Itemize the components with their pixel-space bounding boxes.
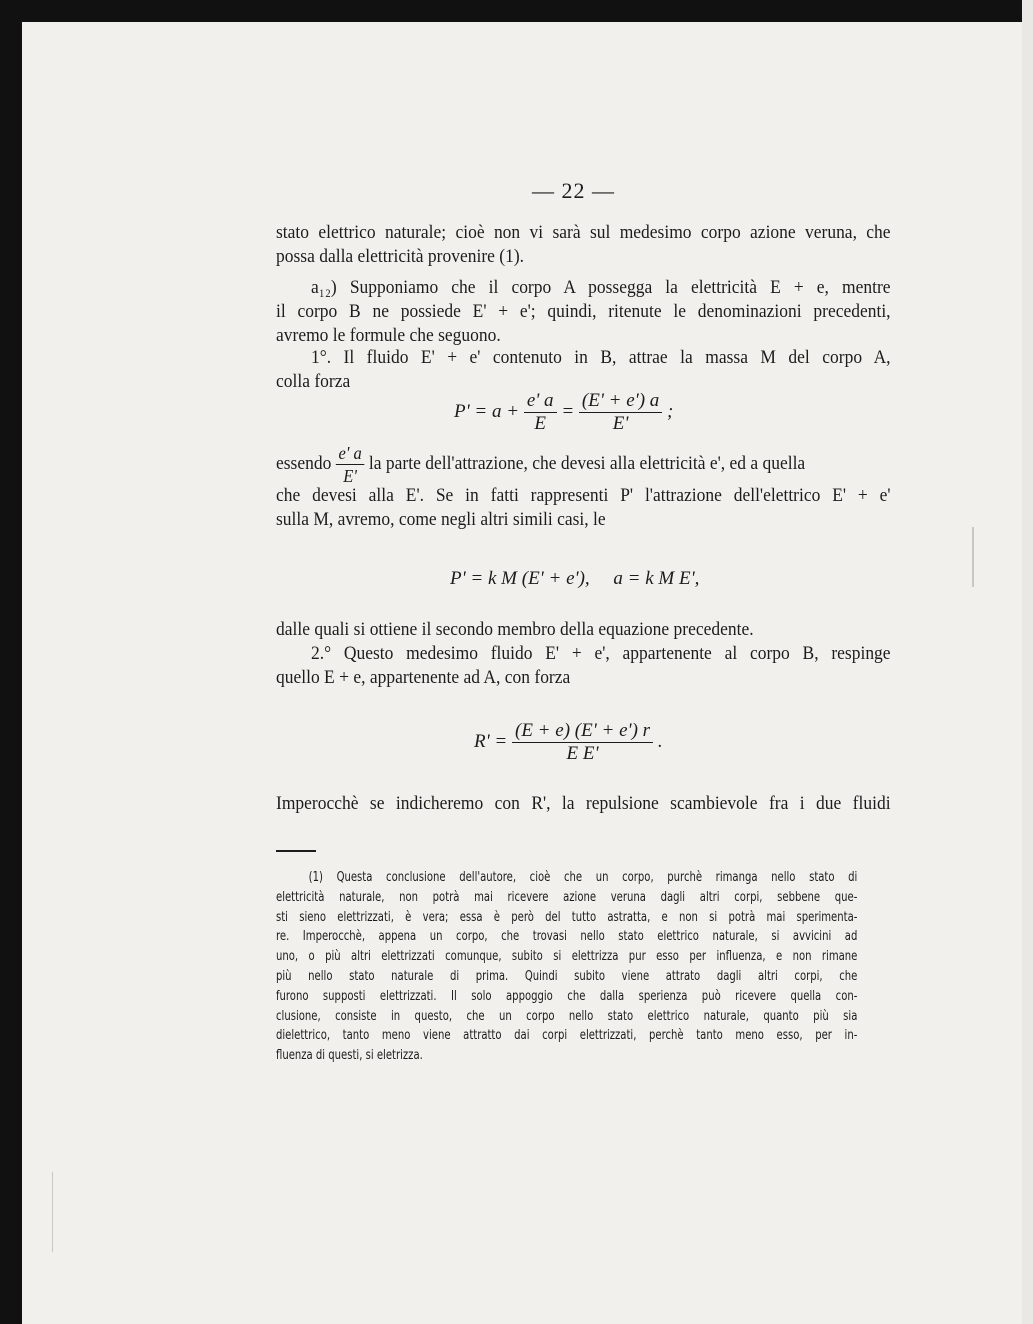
text-line: stato elettrico naturale; cioè non vi sarà sul medesimo corpo azione veruna, che xyxy=(276,222,891,243)
page-number: — 22 — xyxy=(532,178,615,203)
text-line: il corpo B ne possiede E' + e'; quindi, ritenute le denominazioni precedenti, xyxy=(276,301,891,322)
fraction xyxy=(524,390,557,435)
scan-right-edge xyxy=(1022,0,1033,1324)
formula-end: . xyxy=(657,730,663,752)
formula-repulsion xyxy=(474,720,663,765)
fraction-denominator: E xyxy=(534,413,546,434)
text-line: quello E + e, appartenente ad A, con forza xyxy=(276,667,571,688)
text-line: 1°. Il fluido E' + e' contenuto in B, attrae la massa M del corpo A, xyxy=(310,347,891,368)
paragraph-5 xyxy=(276,618,891,690)
footnote-line: sti sieno elettrizzati, è vera; essa è però del tutto astratta, e non si potrà mai sperimenta- xyxy=(276,909,858,925)
scan-left-border xyxy=(0,0,22,1324)
text-essendo: essendo xyxy=(276,452,332,474)
footnote-line: più nello stato naturale di prima. Quindi subito viene attrato dagli altri corpi, che xyxy=(276,968,858,984)
book-page xyxy=(22,22,1022,1324)
fraction-numerator: e' a xyxy=(524,390,557,413)
formula-force: P' = k M (E' + e'), a = k M E', xyxy=(450,568,700,589)
fraction-numerator: e' a xyxy=(336,442,365,465)
footnote-line: dielettrico, tanto meno viene attratto dai corpi elettrizzati, perchè tanto meno esso, per in- xyxy=(276,1028,858,1044)
paragraph-6 xyxy=(276,792,891,816)
paragraph-3 xyxy=(276,346,891,394)
footnote xyxy=(276,868,857,1066)
formula-equals: = xyxy=(561,400,575,422)
fraction xyxy=(579,390,662,435)
scan-top-border xyxy=(0,0,1033,22)
text-line: avremo le formule che seguono. xyxy=(276,325,501,346)
fraction-denominator: E E' xyxy=(566,743,599,764)
footnote-line: elettricità naturale, non potrà mai ricevere azione veruna dagli altri corpi, sebbene que- xyxy=(276,889,858,905)
fraction-denominator: E' xyxy=(612,413,629,434)
footnote-line: furono supposti elettrizzati. Il solo appoggio che dalla sperienza può ricevere quella con- xyxy=(276,988,858,1004)
text-line: che devesi alla E'. Se in fatti rappresenti P' l'attrazione dell'elettrico E' + e' xyxy=(276,485,891,506)
text-line: Imperocchè se indicheremo con R', la repulsione scambievole fra i due fluidi xyxy=(276,793,891,814)
fraction-numerator: (E' + e') a xyxy=(579,390,662,413)
text-line: sulla M, avremo, come negli altri simili casi, le xyxy=(276,509,606,530)
essendo-line xyxy=(276,442,841,487)
formula-lhs: P' = a + xyxy=(454,400,520,422)
footnote-line: fluenza di questi, si eletrizza. xyxy=(276,1048,423,1064)
formula-attraction xyxy=(454,390,673,435)
text-essendo-rest: la parte dell'attrazione, che devesi alla elettricità e', ed a quella xyxy=(368,452,806,474)
fraction-denominator: E' xyxy=(343,466,357,486)
footnote-line: re. Imperocchè, appena un corpo, che trovasi nello stato elettrico naturale, si avvicini ad xyxy=(276,929,858,945)
footnote-line: (1) Questa conclusione dell'autore, cioè che un corpo, purchè rimanga nello stato di xyxy=(308,870,858,885)
text-line: 2.° Questo medesimo fluido E' + e', appartenente al corpo B, respinge xyxy=(310,643,891,664)
text-line: dalle quali si ottiene il secondo membro della equazione precedente. xyxy=(276,619,754,640)
fraction-numerator: (E + e) (E' + e') r xyxy=(512,720,653,743)
fraction xyxy=(512,720,653,765)
fraction xyxy=(336,442,365,487)
scan-mark xyxy=(972,527,974,587)
paragraph-4 xyxy=(276,484,891,532)
footnote-line: clusione, consiste in questo, che un corpo nello stato elettrico naturale, quanto più sia xyxy=(276,1008,858,1024)
formula-end: ; xyxy=(667,400,674,422)
scan-mark xyxy=(52,1172,53,1252)
footnote-rule xyxy=(276,850,316,852)
paragraph-2 xyxy=(276,276,891,348)
text-line: possa dalla elettricità provenire (1). xyxy=(276,246,525,267)
footnote-line: uno, o più altri elettrizzati comunque, subito si elettrizza pur esso per influenza, e non rimane xyxy=(276,949,858,965)
text-line: colla forza xyxy=(276,371,351,392)
formula-lhs: R' = xyxy=(474,730,508,752)
text-line: a₁₂) Supponiamo che il corpo A possegga la elettricità E + e, mentre xyxy=(310,277,891,298)
paragraph-1 xyxy=(276,221,891,269)
